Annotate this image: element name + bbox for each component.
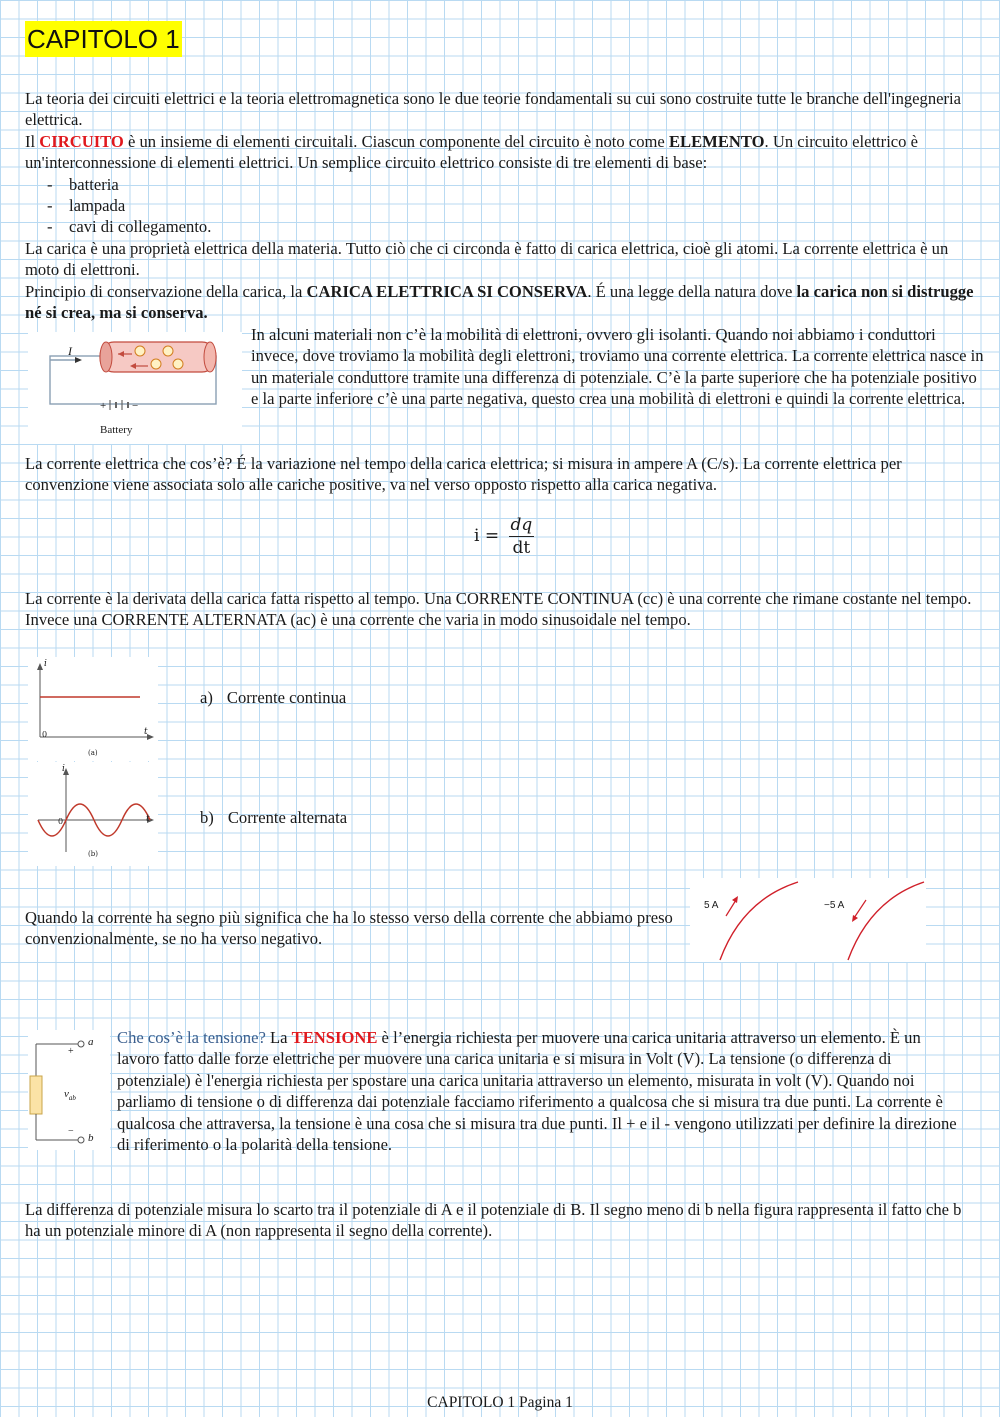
current-formula (474, 514, 534, 559)
graph-a-letter: a) (200, 688, 213, 707)
text: . É una legge della natura dove (587, 281, 797, 301)
keyword-law: la carica non si distrugge né si crea, ma si conserva. (25, 281, 974, 323)
vab-subscript: ab (68, 1094, 76, 1103)
dc-graph-figure (28, 657, 158, 761)
intro-block (25, 88, 980, 323)
graph-a-text: Corrente continua (226, 688, 347, 707)
paragraph-charge: La carica è una proprietà elettrica della materia. Tutto ciò che ci circonda è fatto di carica elettrica, cioè gli atomi. La corrente elettrica è un moto di elettroni. (25, 238, 949, 280)
text: è un insieme di elementi circuitali. Ciascun componente del circuito è noto come (123, 131, 669, 151)
dc-graph (28, 657, 158, 761)
list-item: - lampada (47, 195, 980, 216)
paragraph-conductors: In alcuni materiali non c’è la mobilità di elettroni, ovvero gli isolanti. Quando noi abbiamo i conduttori invece, dove troviamo la mobilità degli elettroni, troviamo una corrente elettrica. La corrente elettrica nasce in un materiale conduttore tramite una differenza di potenziale. C’è la parte superiore che ha potenziale positivo e la parte inferiore c’è una parte negativa, questo crea una mobilità di elettroni e quindi la corrente elettrica. (251, 325, 984, 409)
list-item: - cavi di collegamento. (47, 216, 980, 237)
battery-circuit-illustration (28, 332, 242, 444)
current-label: I (68, 344, 72, 358)
chapter-title: CAPITOLO 1 (25, 21, 182, 57)
paragraph-circuit (25, 131, 980, 174)
vab-v: v (64, 1088, 69, 1100)
paragraph-theory: La teoria dei circuiti elettrici e la teoria elettromagnetica sono le due teorie fondamentali su cui sono costruite tutte le branche dell'ingegneria elettrica. (25, 89, 962, 130)
node-b-label: b (88, 1132, 94, 1144)
voltage-element-figure (28, 1030, 110, 1150)
plus-sign: + (68, 1046, 74, 1057)
paragraph-sign: Quando la corrente ha segno più significa che ha lo stesso verso della corrente che abbiamo preso convenzionalmente, se no ha verso negativo. (25, 908, 673, 949)
text: è l’energia richiesta per muovere una carica unitaria attraverso un elemento. È un lavoro fatto dalle forze elettriche per muovere una carica unitaria e si misura in Volt (V). La tensione (o differenza di potenziale) è l'energia richiesta per spostare una carica unitaria attraverso un elemento, misurata in volt (V). Quando noi parliamo di tensione o di differenza dai potenziale facciamo riferimento a qualcosa che si misura tra due punti. La corrente è qualcosa che attraversa, la tensione è una cosa che si misura tra due punti. Il + e il - vengono utilizzati per definire la direzione di riferimento o la polarità della tensione. (117, 1028, 957, 1155)
keyword-elemento: ELEMENTO (668, 131, 765, 151)
graph-a-label (200, 688, 346, 708)
origin-label: 0 (58, 817, 64, 826)
positive-current-label: 5 A (704, 900, 719, 911)
formula-fraction (509, 514, 535, 559)
battery-plus-label: + (100, 400, 107, 412)
battery-circuit-figure (28, 332, 242, 444)
formula-lhs: i = (474, 526, 500, 546)
elements-list (25, 174, 980, 238)
origin-label: 0 (42, 730, 48, 739)
page-footer: CAPITOLO 1 Pagina 1 (427, 1394, 573, 1411)
text: Principio di conservazione della carica, la (25, 281, 307, 301)
negative-current-label: −5 A (824, 900, 845, 911)
keyword-tensione: TENSIONE (291, 1028, 378, 1047)
axis-t-label: t (144, 727, 148, 737)
graph-b-text: Corrente alternata (227, 808, 348, 827)
paragraph-conservation (25, 281, 980, 324)
text: La (265, 1028, 292, 1047)
paragraph-cc-ac: La corrente è la derivata della carica fatta rispetto al tempo. Una CORRENTE CONTINUA (cc) è una corrente che rimane costante nel tempo. Invece una CORRENTE ALTERNATA (ac) è una corrente che varia in modo sinusoidale nel tempo. (25, 589, 972, 630)
vab-label (64, 1088, 76, 1102)
paragraph-current: La corrente elettrica che cos’è? É la variazione nel tempo della carica elettrica; si misura in ampere A (C/s). La corrente elettrica per convenzione viene associata solo alle cariche positive, va nel verso opposto rispetto alla carica negativa. (25, 454, 902, 495)
node-a-label: a (88, 1036, 94, 1048)
formula-denominator: dt (512, 538, 531, 558)
minus-sign: − (68, 1126, 74, 1137)
list-item: - batteria (47, 174, 980, 195)
current-arrows (690, 878, 926, 962)
keyword-circuito: CIRCUITO (39, 131, 124, 151)
graph-caption: (b) (88, 850, 98, 858)
voltage-question: Che cos’è la tensione? (117, 1028, 266, 1047)
paragraph-potential-difference: La differenza di potenziale misura lo scarto tra il potenziale di A e il potenziale di B. Il segno meno di b nella figura rappresenta il fatto che b ha un potenziale minore di A (non rappresenta il segno della corrente). (25, 1200, 962, 1241)
ac-graph-figure (28, 762, 158, 866)
keyword-conservation: CARICA ELETTRICA SI CONSERVA (306, 281, 588, 301)
paragraph-voltage (117, 1027, 959, 1155)
graph-b-letter: b) (200, 808, 214, 827)
graph-b-label (200, 808, 347, 828)
text: Il (25, 131, 40, 151)
battery-label: Battery (100, 424, 133, 436)
axis-i-label: i (62, 764, 65, 774)
graph-caption: (a) (88, 749, 98, 757)
axis-i-label: i (44, 659, 47, 669)
axis-t-label: t (146, 814, 150, 824)
formula-numerator: dq (510, 515, 533, 535)
battery-minus-label: − (132, 400, 139, 412)
current-direction-figure (690, 878, 926, 962)
text: . Un circuito elettrico è un'interconnessione di elementi elettrici. Un semplice circuito elettrico consiste di tre elementi di base: (25, 131, 918, 173)
